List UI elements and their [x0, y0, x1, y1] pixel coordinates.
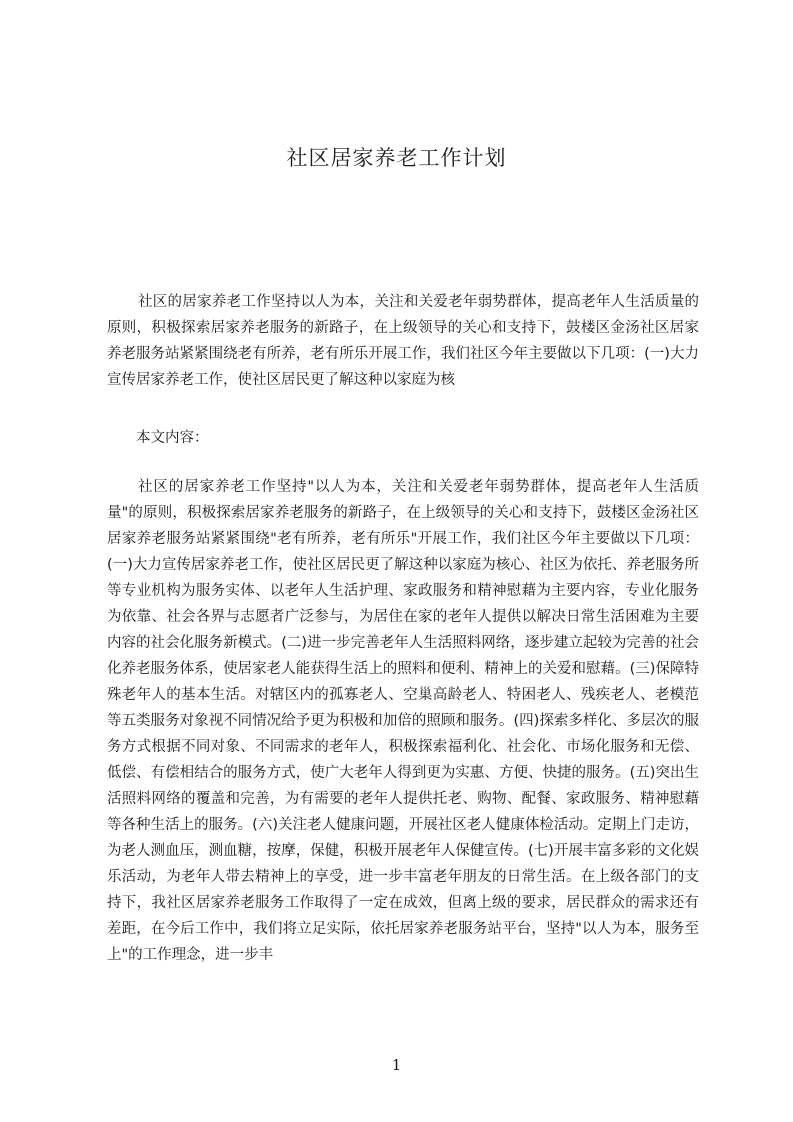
- body-paragraph: 社区的居家养老工作坚持"以人为本，关注和关爱老年弱势群体，提高老年人生活质量"的原则，积极探索居家养老服务的新路子，在上级领导的关心和支持下，鼓楼区金汤社区居家养老服务站紧紧围绕"老有所养，老有所乐"开展工作，我们社区今年主要做以下几项：(一)大力宣传居家养老工作，使社区居民更了解这种以家庭为核心、社区为依托、养老服务所等专业机构为服务实体、以老年人生活护理、家政服务和精神慰藉为主要内容，专业化服务为依靠、社会各界与志愿者广泛参与，为居住在家的老年人提供以解决日常生活困难为主要内容的社会化服务新模式。(二)进一步完善老年人生活照料网络，逐步建立起较为完善的社会化养老服务体系，使居家老人能获得生活上的照料和便利、精神上的关爱和慰藉。(三)保障特殊老年人的基本生活。对辖区内的孤寡老人、空巢高龄老人、特困老人、残疾老人、老模范等五类服务对象视不同情况给予更为积极和加倍的照顾和服务。(四)探索多样化、多层次的服务方式根据不同对象、不同需求的老年人，积极探索福利化、社会化、市场化服务和无偿、低偿、有偿相结合的服务方式，使广大老年人得到更为实惠、方便、快捷的服务。(五)突出生活照料网络的覆盖和完善，为有需要的老年人提供托老、购物、配餐、家政服务、精神慰藉等各种生活上的服务。(六)关注老人健康问题，开展社区老人健康体检活动。定期上门走访，为老人测血压，测血糖，按摩，保健，积极开展老年人保健宣传。(七)开展丰富多彩的文化娱乐活动，为老年人带去精神上的享受，进一步丰富老年朋友的日常生活。在上级各部门的支持下，我社区居家养老服务工作取得了一定在成效，但离上级的要求，居民群众的需求还有差距，在今后工作中，我们将立足实际，依托居家养老服务站平台，坚持"以人为本，服务至上"的工作理念，进一步丰: [107, 479, 699, 963]
- page-number: 1: [391, 1056, 402, 1074]
- content-label: 本文内容：: [136, 430, 209, 446]
- document-title: 社区居家养老工作计划: [286, 146, 507, 170]
- intro-paragraph: 社区的居家养老工作坚持以人为本，关注和关爱老年弱势群体，提高老年人生活质量的原则，积极探索居家养老服务的新路子，在上级领导的关心和支持下，鼓楼区金汤社区居家养老服务站紧紧围绕老有所养，老有所乐开展工作，我们社区今年主要做以下几项：(一)大力宣传居家养老工作，使社区居民更了解这种以家庭为核: [107, 294, 699, 388]
